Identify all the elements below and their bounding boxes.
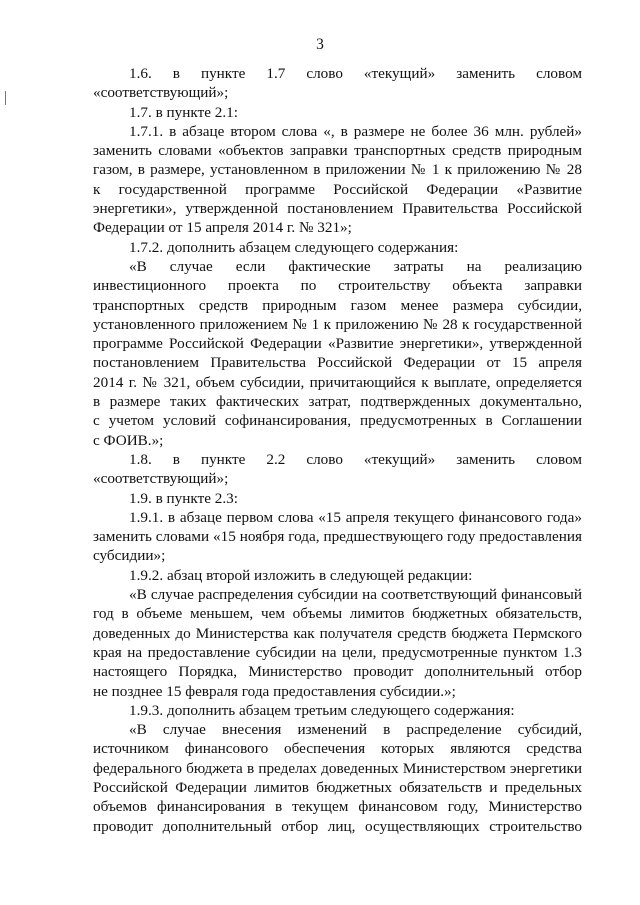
text-line: не позднее 15 февраля года предоставления субсидии.»; <box>93 682 456 700</box>
text-line: программе Российской Федерации «Развитие энергетики», утвержденной <box>93 335 582 353</box>
text-line: 1.7.1. в абзаце втором слова «, в размере не более 36 млн. рублей» <box>129 122 582 140</box>
text-line: 2014 г. № 321, объем субсидии, причитающийся к выплате, определяется <box>93 373 582 391</box>
text-line: источником финансового обеспечения которых являются средства <box>93 740 582 758</box>
text-line: настоящего Порядка, Министерство проводит дополнительный отбор <box>93 663 582 681</box>
text-line: 1.9.2. абзац второй изложить в следующей редакции: <box>129 566 473 584</box>
text-line: «В случае распределения субсидии на соответствующий финансовый <box>129 586 582 604</box>
text-line: газом, в размере, установленном в приложении № 1 к приложению № 28 <box>93 161 582 179</box>
text-line: федерального бюджета в пределах доведенных Министерством энергетики <box>93 759 582 777</box>
text-line: доведенных до Министерства как получателя средств бюджета Пермского <box>93 624 582 642</box>
text-line: «В случае если фактические затраты на реализацию <box>129 257 582 275</box>
text-line: субсидии»; <box>93 547 166 565</box>
text-line: энергетики», утвержденной постановлением Правительства Российской <box>93 200 582 218</box>
text-line: «соответствующий»; <box>93 84 229 102</box>
page-number: 3 <box>316 36 324 53</box>
text-line: с учетом условий софинансирования, предусмотренных в Соглашении <box>93 412 582 430</box>
text-line: Российской Федерации лимитов бюджетных обязательств и предельных <box>93 778 582 796</box>
text-line: объемов финансирования в текущем финансовом году, Министерство <box>93 798 582 816</box>
text-line: 1.7. в пункте 2.1: <box>129 103 238 121</box>
text-line: 1.7.2. дополнить абзацем следующего содержания: <box>129 238 459 256</box>
text-line: заменить словами «объектов заправки транспортных средств природным <box>93 142 582 160</box>
text-line: к государственной программе Российской Федерации «Развитие <box>93 180 582 198</box>
text-line: установленного приложением № 1 к приложению № 28 к государственной <box>93 315 582 333</box>
text-line: транспортных средств природным газом менее размера субсидии, <box>93 296 582 314</box>
text-line: края на предоставление субсидии на цели, предусмотренные пунктом 1.3 <box>93 643 582 661</box>
text-line: «соответствующий»; <box>93 470 229 488</box>
text-line: проводит дополнительный отбор лиц, осуществляющих строительство <box>93 817 582 835</box>
text-line: 1.8. в пункте 2.2 слово «текущий» заменить словом <box>129 450 582 468</box>
text-line: с ФОИВ.»; <box>93 431 164 449</box>
text-line: в размере таких фактических затрат, подтвержденных документально, <box>93 393 582 411</box>
text-line: Федерации от 15 апреля 2014 г. № 321»; <box>93 219 352 237</box>
text-line: постановлением Правительства Российской Федерации от 15 апреля <box>93 354 582 372</box>
text-line: 1.9.1. в абзаце первом слова «15 апреля текущего финансового года» <box>129 508 582 526</box>
text-line: 1.9. в пункте 2.3: <box>129 489 238 507</box>
margin-mark <box>5 91 6 105</box>
text-line: год в объеме меньшем, чем объемы лимитов бюджетных обязательств, <box>93 605 582 623</box>
text-line: 1.9.3. дополнить абзацем третьим следующего содержания: <box>129 701 515 719</box>
text-line: заменить словами «15 ноября года, предшествующего году предоставления <box>93 528 582 546</box>
text-line: инвестиционного проекта по строительству объекта заправки <box>93 277 582 295</box>
text-line: 1.6. в пункте 1.7 слово «текущий» заменить словом <box>129 65 582 82</box>
document-body <box>93 64 582 836</box>
text-line: «В случае внесения изменений в распределение субсидий, <box>129 721 582 739</box>
